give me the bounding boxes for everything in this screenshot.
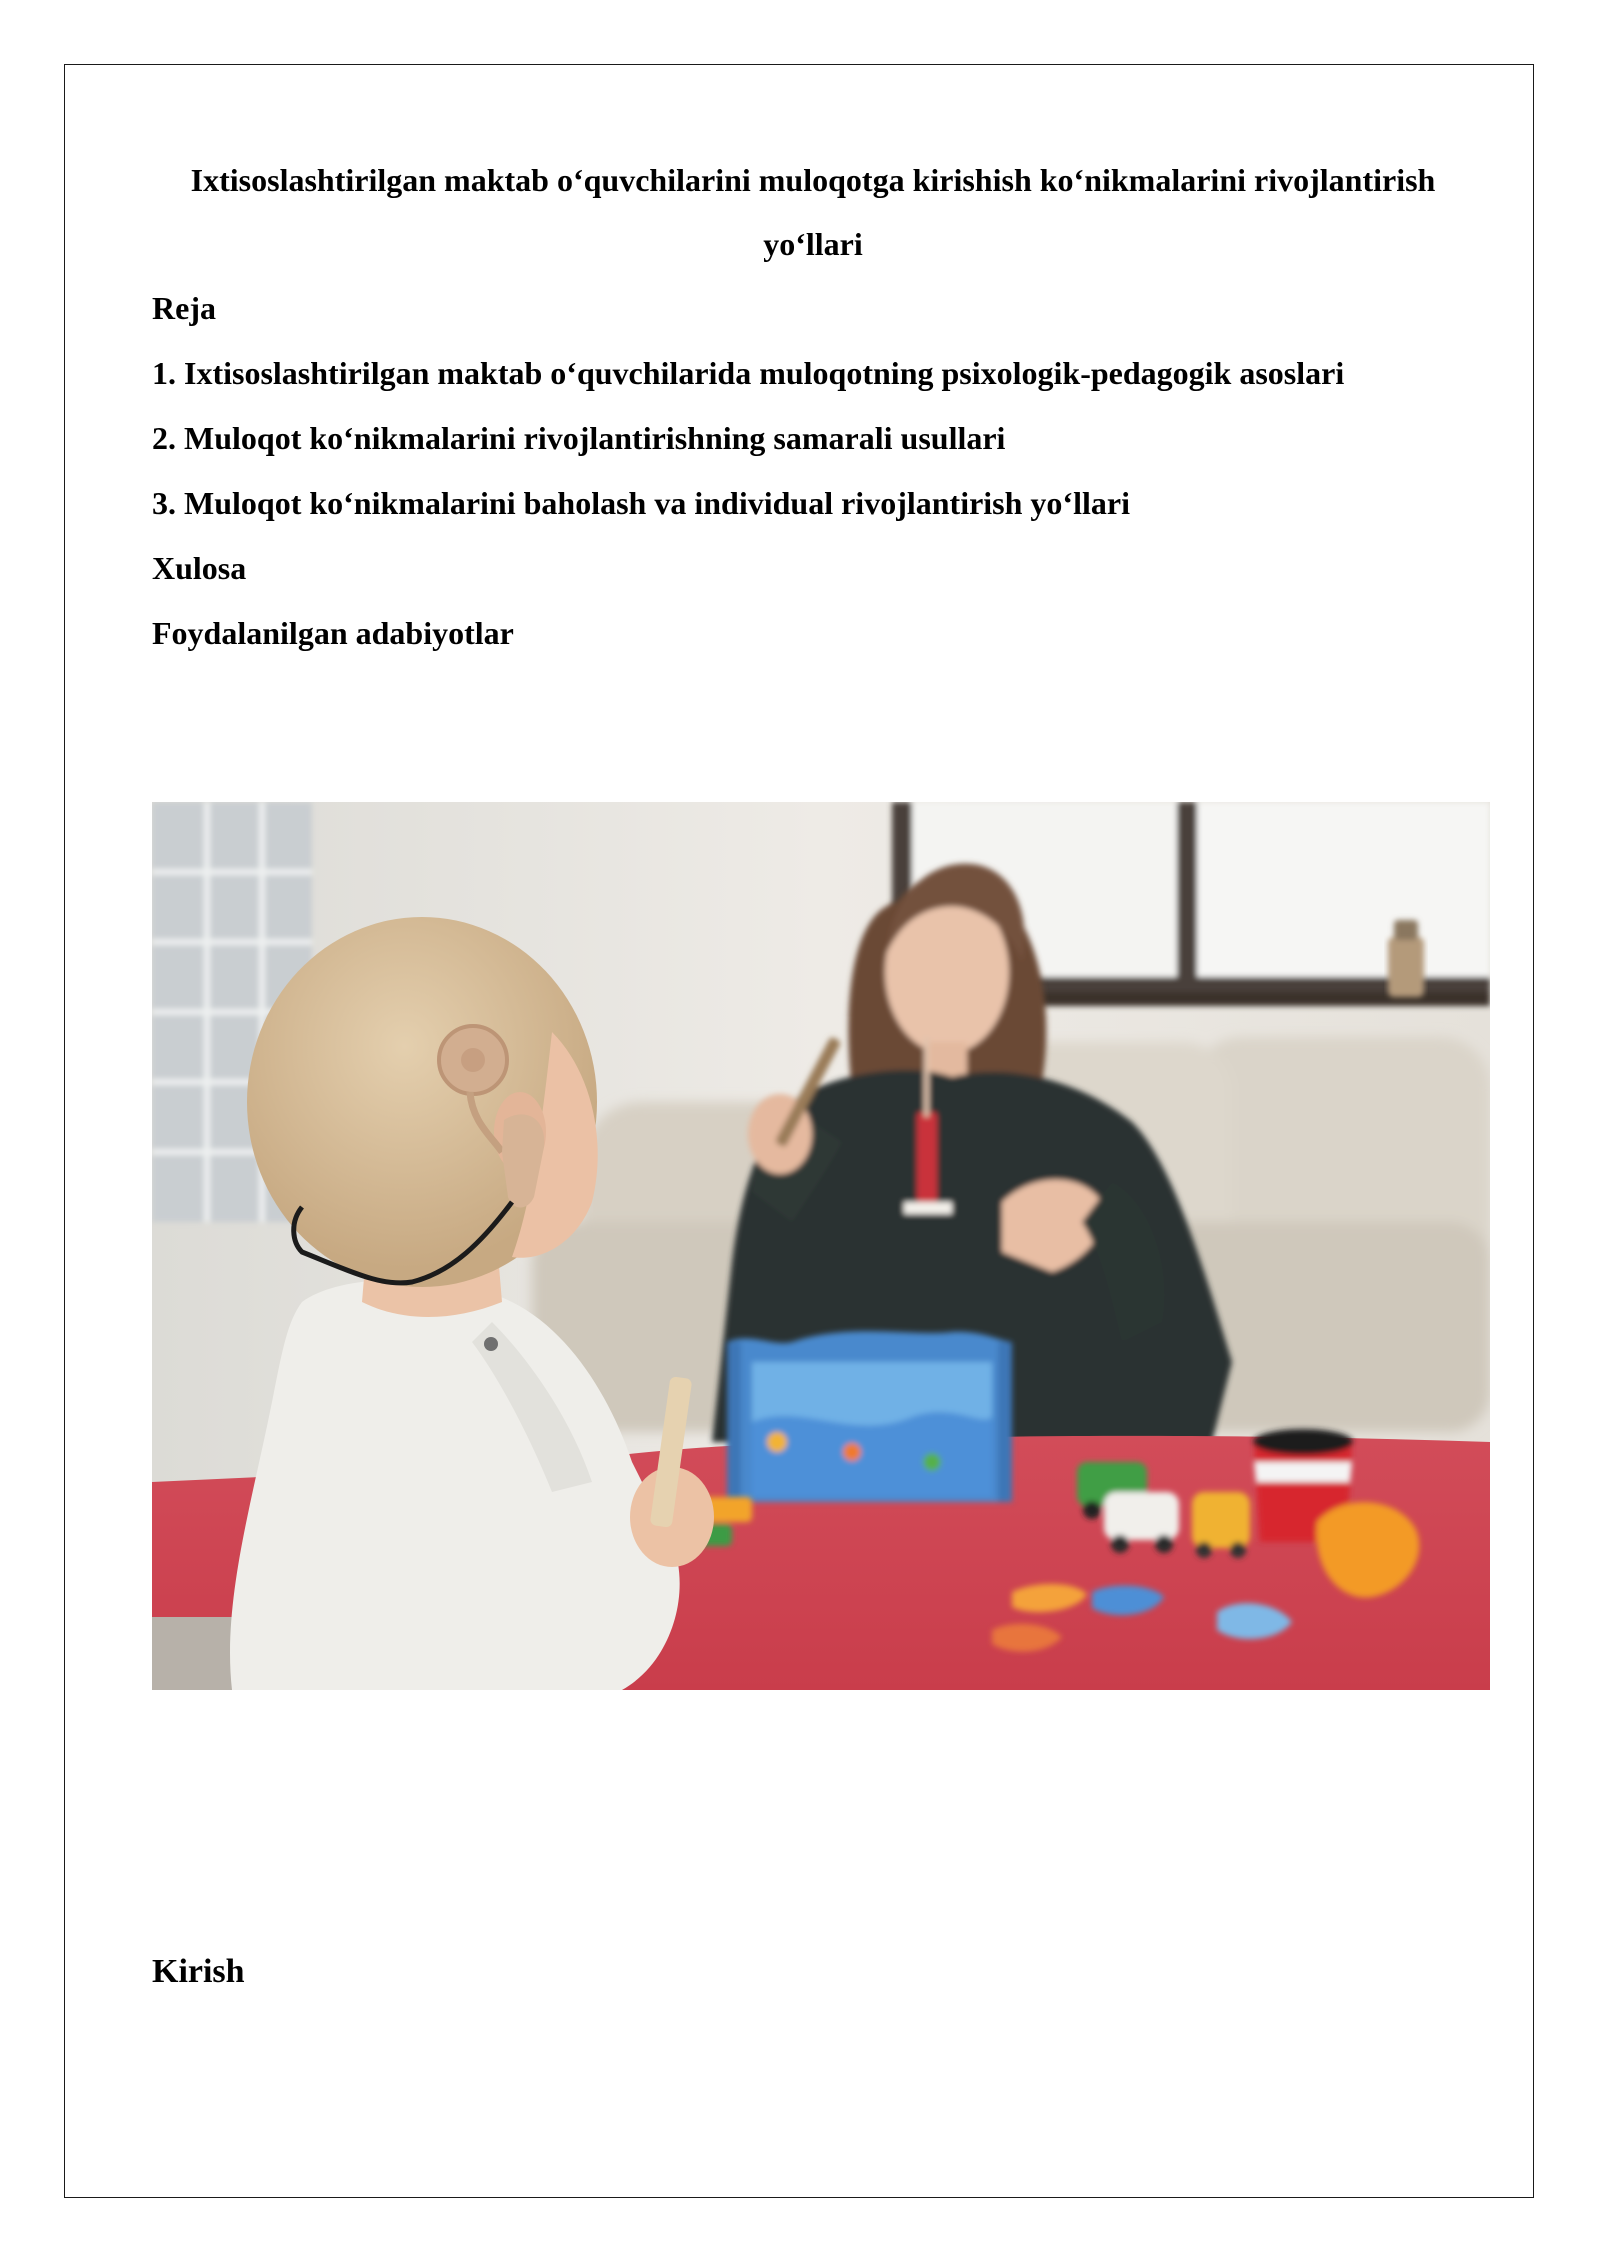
blue-box-toy [727, 1331, 1012, 1502]
conclusion-heading: Xulosa [152, 550, 247, 586]
plan-item-1: 1. Ixtisoslashtirilgan maktab o‘quvchilarida muloqotning psixologik-pedagogik asoslari [152, 355, 1345, 391]
therapy-photo-illustration [152, 802, 1490, 1690]
plan-heading: Reja [152, 290, 216, 326]
intro-heading: Kirish [152, 1953, 245, 1990]
document-body [152, 148, 1448, 666]
therapy-photo [152, 802, 1490, 1690]
references-heading: Foydalanilgan adabiyotlar [152, 615, 514, 651]
plan-item-3: 3. Muloqot ko‘nikmalarini baholash va individual rivojlantirish yo‘llari [152, 485, 1130, 521]
plan-item-2: 2. Muloqot ko‘nikmalarini rivojlantirishning samarali usullari [152, 420, 1006, 456]
document-title: Ixtisoslashtirilgan maktab o‘quvchilarini muloqotga kirishish ko‘nikmalarini rivojlantirish yo‘llari [190, 162, 1436, 262]
